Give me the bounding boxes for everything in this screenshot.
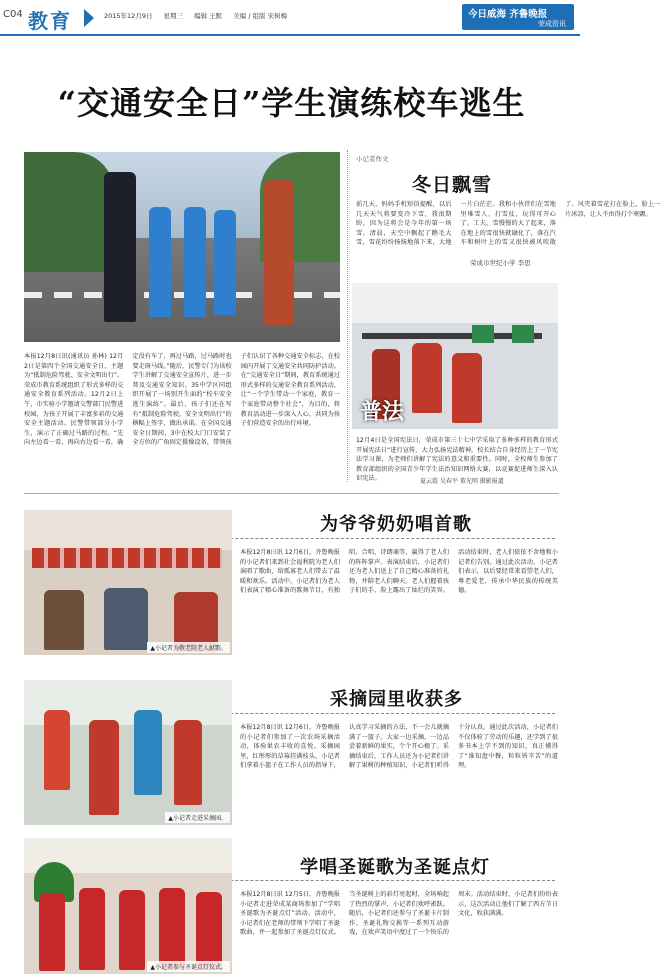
law-overlay-title: 普法 [360,399,405,425]
law-photo-student-2 [452,353,482,423]
story4-title-rule [185,880,555,881]
main-headline: “交通安全日”学生演练校车逃生 [57,84,526,122]
story4-title: 学唱圣诞歌为圣诞点灯 [300,857,490,878]
story4-body: 本报12月8日讯 12月5日，齐鲁晚报小记者走进荣成某商场参加了“学唱圣诞歌为圣诞点灯”活动。活动中，小记者们在老师的带领下学唱了圣诞歌曲，并一起参加了圣诞点灯仪式。当圣诞树上的彩灯亮起时，全场响起了热烈的掌声，小记者们欢呼雀跃。随后，小记者们还参与了圣诞卡片制作、圣诞礼物交换等一系列互动游戏，在欢声笑语中度过了一个快乐的周末。活动结束时，小记者们纷纷表示，这次活动让他们了解了西方节日文化，收获满满。 [240,891,558,937]
story3-title: 采摘园里收获多 [330,689,463,710]
photo-student-1 [149,207,171,317]
section-rule [24,493,559,494]
essay-title: 冬日飘雪 [412,174,493,196]
brand-subtitle: 荣成资讯 [538,20,566,28]
law-photo-monitor-2 [512,325,534,343]
story4-photo-child-2 [79,888,105,970]
brand-name: 今日威海 齐鲁晚报 [468,9,548,20]
story3-photo [24,680,232,825]
law-photo-student [412,343,442,413]
column-divider [347,150,348,482]
story4-caption: ▲小记者参与圣诞点灯仪式。 [147,961,230,972]
story2-photo-elder-1 [44,590,84,650]
story2-body: 本报12月8日讯 12月6日，齐鲁晚报的小记者们来到社会福利院为老人们演唱了歌曲，给孤寡老人们带去了温暖和欢乐。活动中，小记者们为老人们表演了精心准备的歌舞节目，有独唱、合唱、诗朗诵等，赢得了老人们的阵阵掌声。表演结束后，小记者们还为老人们送上了自己精心准备的礼物，并陪老人们聊天。老人们握着孩子们的手，脸上露出了灿烂的笑容。活动结束时，老人们依依不舍地和小记者们告别。通过此次活动，小记者们表示，以后要经常来看望老人们，尊老爱老，传承中华民族的传统美德。 [240,549,558,595]
essay-body: 前几天，妈妈手机短信提醒，以后几天天气将要变冷下雪，我很期盼，因为这将会是今年的第一场雪。清晨，天空中飘起了鹅毛大雪，雪花纷纷扬扬地落下来，大地一片白茫茫。我和小伙伴们在雪地里堆雪人、打雪仗，玩得可开心了。工夫，雪慢慢的大了起来，落在地上的雪很快就融化了，落在汽车和树叶上的雪又很快被风吹散了。风夹着雪花打在脸上，脸上一片冰凉，让人不由得打个寒颤。 [356,201,661,247]
law-body: 12月4日是全国宪法日，荣成市第三十七中学采取了多种多样的教育形式开展宪法日“进行宣传，大力弘扬宪法精神，校长结合自身经历上了一节宪法学习课，为老师们讲解了宪法的意义和重要性。同时，全校师生参加了教育部组织的全国青少年学生法治知识网络大赛，以竞赛促进师生深入认识宪法。 [356,437,558,483]
story2-title-rule [185,538,555,539]
law-photo-wall [352,283,558,323]
photo-police-officer [104,172,136,322]
story2-photo [24,510,232,655]
issue-designer: 美编 / 组版 宋树梅 [233,12,288,20]
page-header [0,0,580,36]
story4-photo-child-3 [119,890,145,970]
essay-byline: 荣成市世纪小学 李思 [470,259,531,267]
story3-title-rule [185,713,555,714]
story3-caption: ▲小记者走进采摘园。 [165,812,230,823]
main-photo [24,152,340,342]
story3-photo-child-1 [44,710,70,790]
story2-photo-elder-2 [104,588,148,650]
section-arrow-icon [84,9,94,27]
story3-photo-child-3 [134,710,162,795]
issue-date: 2015年12月9日 [104,12,153,20]
story4-photo-child-4 [159,888,185,970]
section-title: 教育 [28,9,72,33]
story2-photo-wall [24,510,232,550]
photo-student-2 [184,207,206,317]
story3-body: 本报12月8日讯 12月6日，齐鲁晚报的小记者们参加了一次农场采摘活动，体验果农丰收的喜悦。采摘园里，红彤彤的草莓挂满枝头，小记者们拿着小篮子在工作人员的指导下，认真学习采摘的方法，不一会儿就摘满了一篮子。大家一边采摘，一边品尝着新鲜的果实，个个开心极了。采摘结束后，工作人员还为小记者们讲解了果树的种植知识，小记者们听得十分认真。通过此次活动，小记者们不仅体验了劳动的乐趣，还学到了很多书本上学不到的知识，真正懂得了“谁知盘中餐，粒粒皆辛苦”的道理。 [240,724,558,770]
issue-meta [104,11,296,20]
masthead-logo [462,4,574,30]
story3-photo-child-4 [174,720,202,805]
story2-photo-choir [32,548,222,568]
story4-photo-child-1 [39,893,65,971]
page-number: C04 [3,9,23,20]
main-article-body: 本报12月8日讯(通讯员 孙林) 12月2日是第四个全国交通安全日，主题为“抵制危险驾驶、安全文明出行”。荣成市教育系统组织了形式多样的交通安全教育系列活动。12月2日上午，市实验小学邀请交警部门民警进校园，为孩子开展了丰富多彩的交通安全主题活动。民警带领部分小学生，演示了正确过马路的过程。“先向左边看一看，再向右边看一看，确定没有车了，再过马路，过马路时也要走斑马线。”随后，民警专门为该校学生讲解了交通安全宣传片，进一步普及交通安全知识。35中学区同组织开展了一场别开生面的“校车安全逃生演练”。最后，孩子们还在写有“抵制危险驾驶，安全文明出行”的横幅上签字，做出承诺。在全国交通安全日期间，3中在校大门口安装了全方位的广角固定摄像设备，带领孩子们认识了各种交通安全标志，在校园内开展了交通安全共同防护活动。在“交通安全日”期间，教育系统通过形式多样的交通安全教育系列活动，让“一个学生带动一个家庭，教育一个家庭带动整个社会”，为目的，将教育活动进一步深入人心，共同为孩子们营造安全的出行环境。 [24,353,340,447]
story3-photo-child-2 [89,720,119,815]
law-byline: 夏云霞 吴春平 董光明 摄影报道 [420,478,504,485]
story4-photo-child-5 [196,892,222,970]
issue-weekday: 星期三 [163,12,184,20]
issue-editor: 编辑 王默 [194,12,223,20]
photo-teacher [264,180,294,325]
photo-trees [24,152,114,272]
law-photo-monitor [472,325,494,343]
essay-tag: 小记者作文 [356,155,389,163]
story4-photo [24,838,232,974]
law-photo [352,283,558,429]
story2-caption: ▲小记者为敬老院老人献歌。 [147,642,230,653]
photo-student-3 [214,210,236,315]
story2-title: 为爷爷奶奶唱首歌 [320,514,472,535]
